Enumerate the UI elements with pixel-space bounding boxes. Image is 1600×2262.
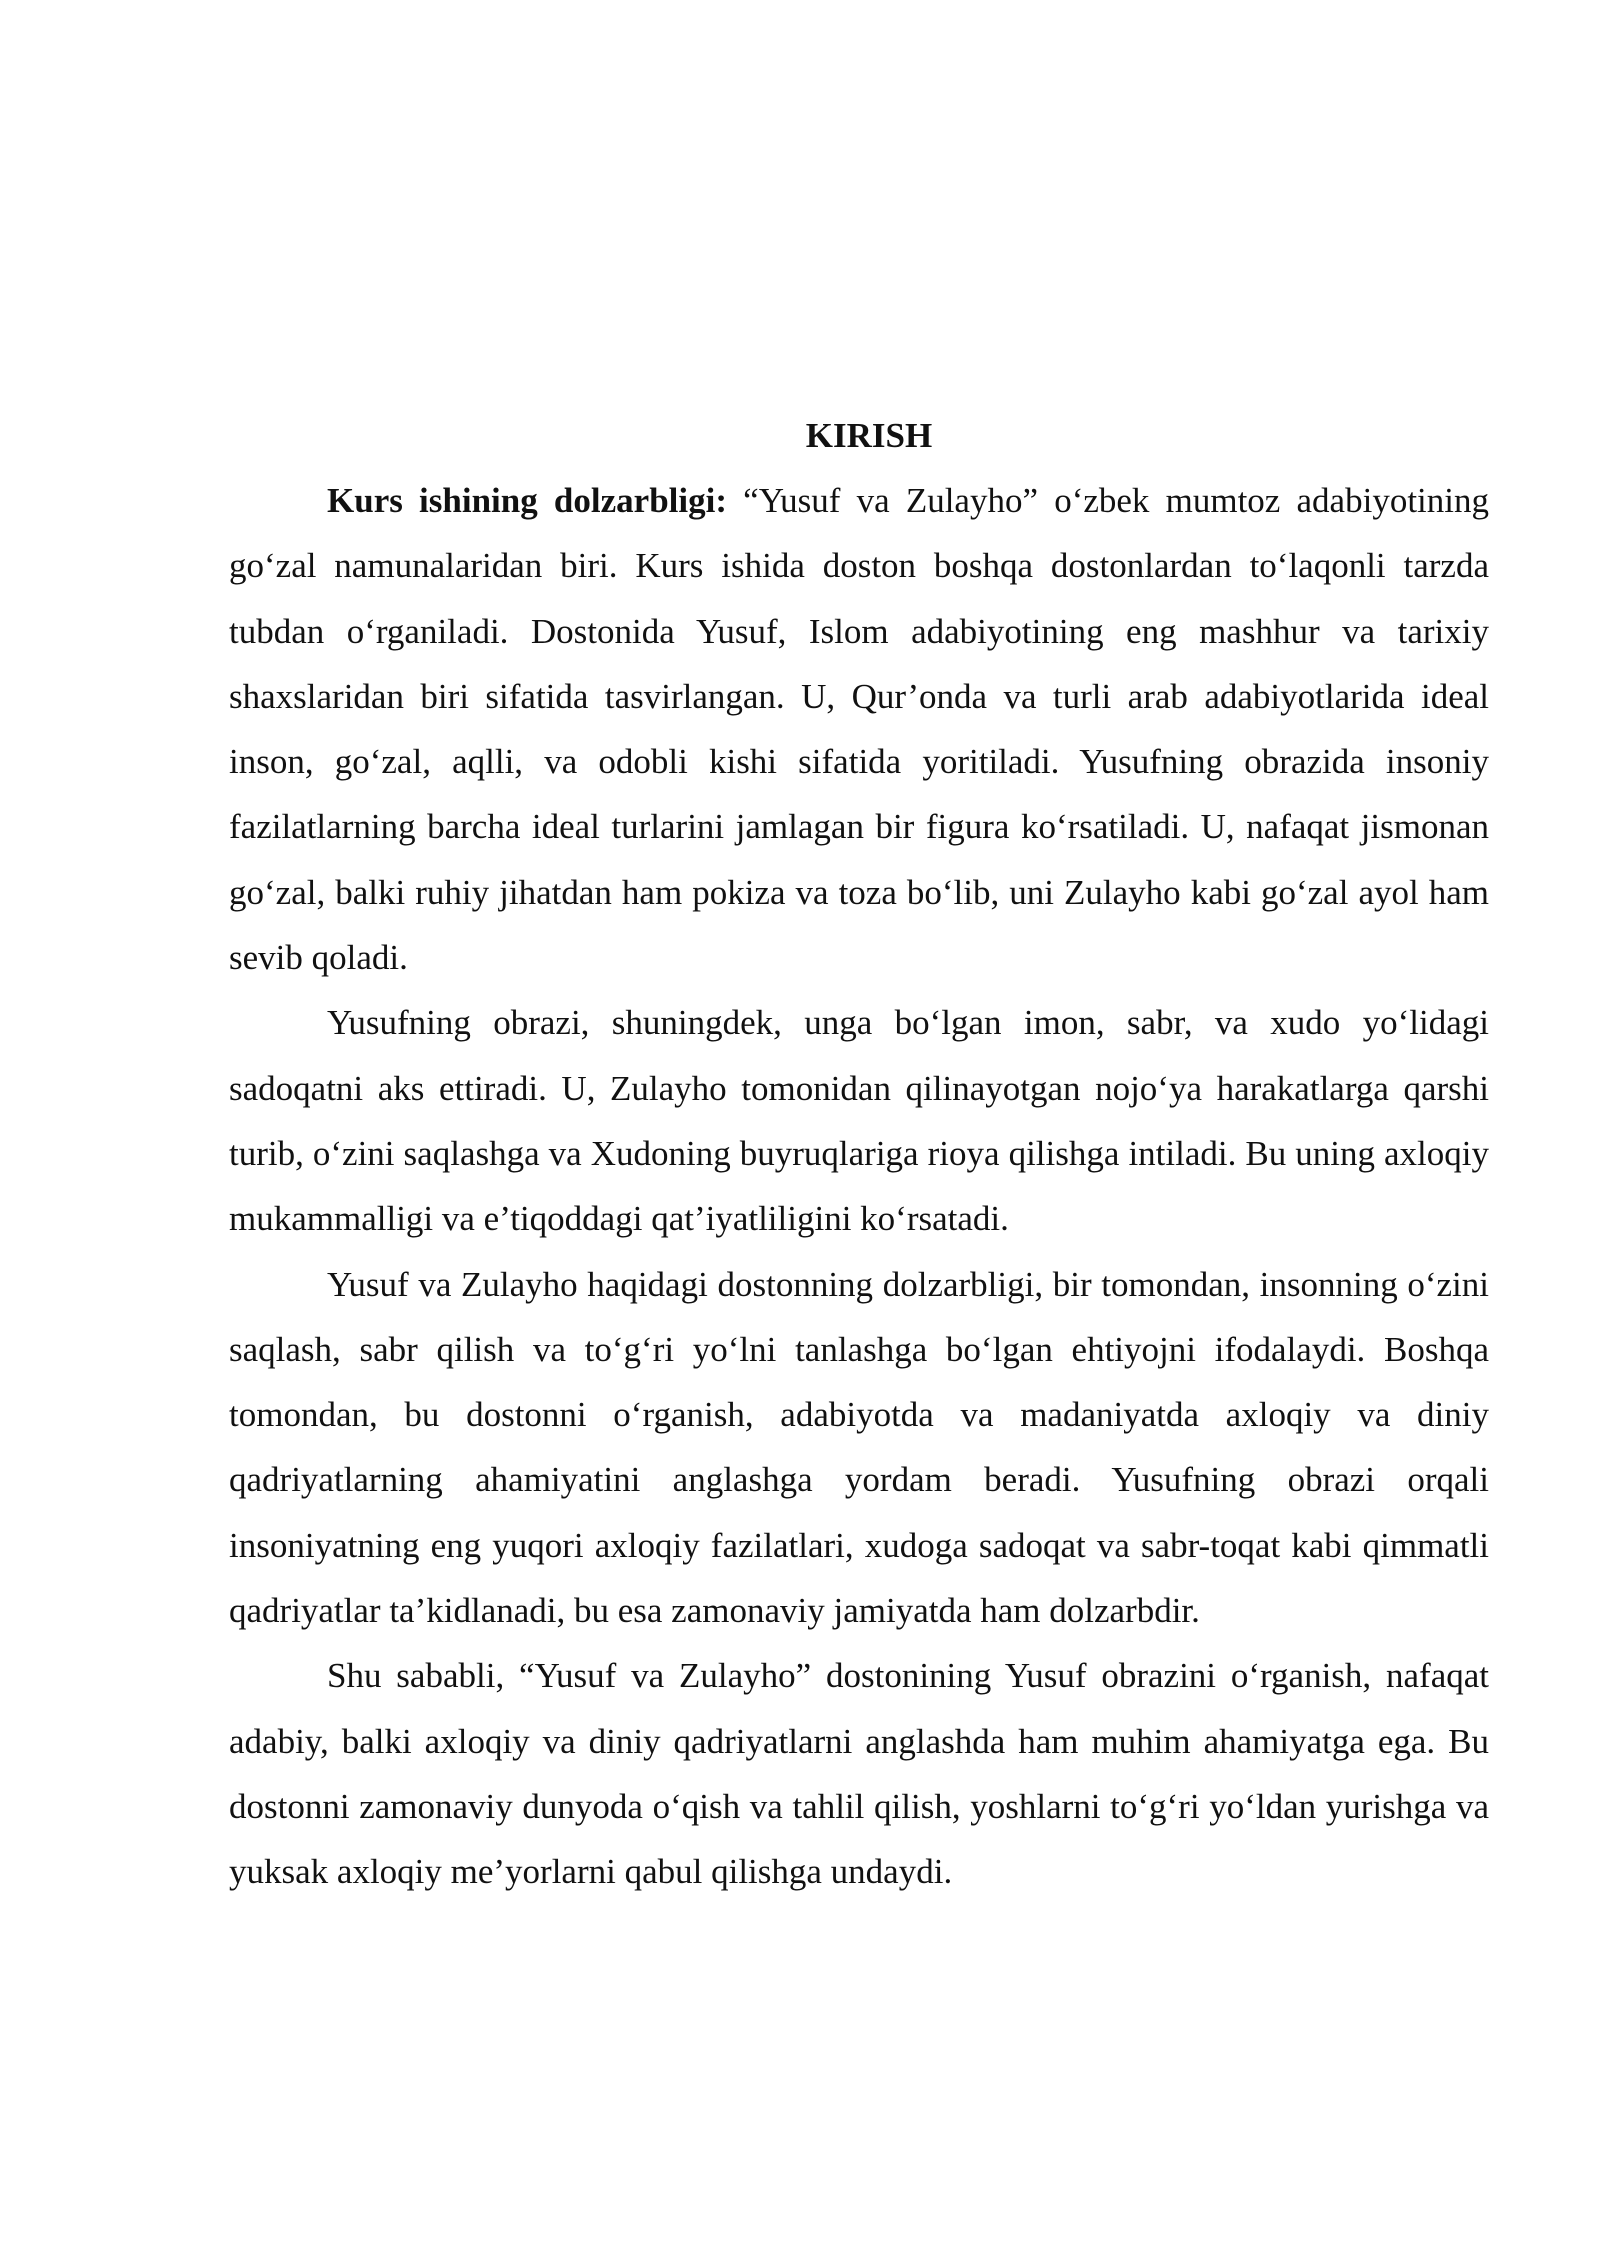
intro-lead: Kurs ishining dolzarbligi: (327, 481, 727, 520)
document-body (229, 403, 1489, 1905)
body-paragraph-2: Yusuf va Zulayho haqidagi dostonning dolzarbligi, bir tomondan, insonning oʻzini saqlash, sabr qilish va toʻgʻri yoʻlni tanlashga boʻlgan ehtiyojni ifodalaydi. Boshqa tomondan, bu dostonni oʻrganish, adabiyotda va madaniyatda axloqiy va diniy qadriyatlarning ahamiyatini anglashga yordam beradi. Yusufning obrazi orqali insoniyatning eng yuqori axloqiy fazilatlari, xudoga sadoqat va sabr-toqat kabi qimmatli qadriyatlar ta’kidlanadi, bu esa zamonaviy jamiyatda ham dolzarbdir. (229, 1264, 1489, 1631)
section-title: KIRISH (805, 416, 933, 455)
intro-paragraph (229, 468, 1489, 990)
body-paragraph-1: Yusufning obrazi, shuningdek, unga boʻlgan imon, sabr, va xudo yoʻlidagi sadoqatni aks ettiradi. U, Zulayho tomonidan qilinayotgan nojoʻya harakatlarga qarshi turib, oʻzini saqlashga va Xudoning buyruqlariga rioya qilishga intiladi. Bu uning axloqiy mukammalligi va e’tiqoddagi qat’iyatliligini koʻrsatadi. (229, 1003, 1489, 1239)
body-paragraph-3: Shu sababli, “Yusuf va Zulayho” dostonining Yusuf obrazini oʻrganish, nafaqat adabiy, balki axloqiy va diniy qadriyatlarni anglashda ham muhim ahamiyatga ega. Bu dostonni zamonaviy dunyoda oʻqish va tahlil qilish, yoshlarni toʻgʻri yoʻldan yurishga va yuksak axloqiy me’yorlarni qabul qilishga undaydi. (229, 1656, 1489, 1892)
intro-text: “Yusuf va Zulayho” oʻzbek mumtoz adabiyotining goʻzal namunalaridan biri. Kurs ishida doston boshqa dostonlardan toʻlaqonli tarzda tubdan oʻrganiladi. Dostonida Yusuf, Islom adabiyotining eng mashhur va tarixiy shaxslaridan biri sifatida tasvirlangan. U, Qur’onda va turli arab adabiyotlarida ideal inson, goʻzal, aqlli, va odobli kishi sifatida yoritiladi. Yusufning obrazida insoniy fazilatlarning barcha ideal turlarini jamlagan bir figura koʻrsatiladi. U, nafaqat jismonan goʻzal, balki ruhiy jihatdan ham pokiza va toza boʻlib, uni Zulayho kabi goʻzal ayol ham sevib qoladi. (229, 481, 1489, 978)
